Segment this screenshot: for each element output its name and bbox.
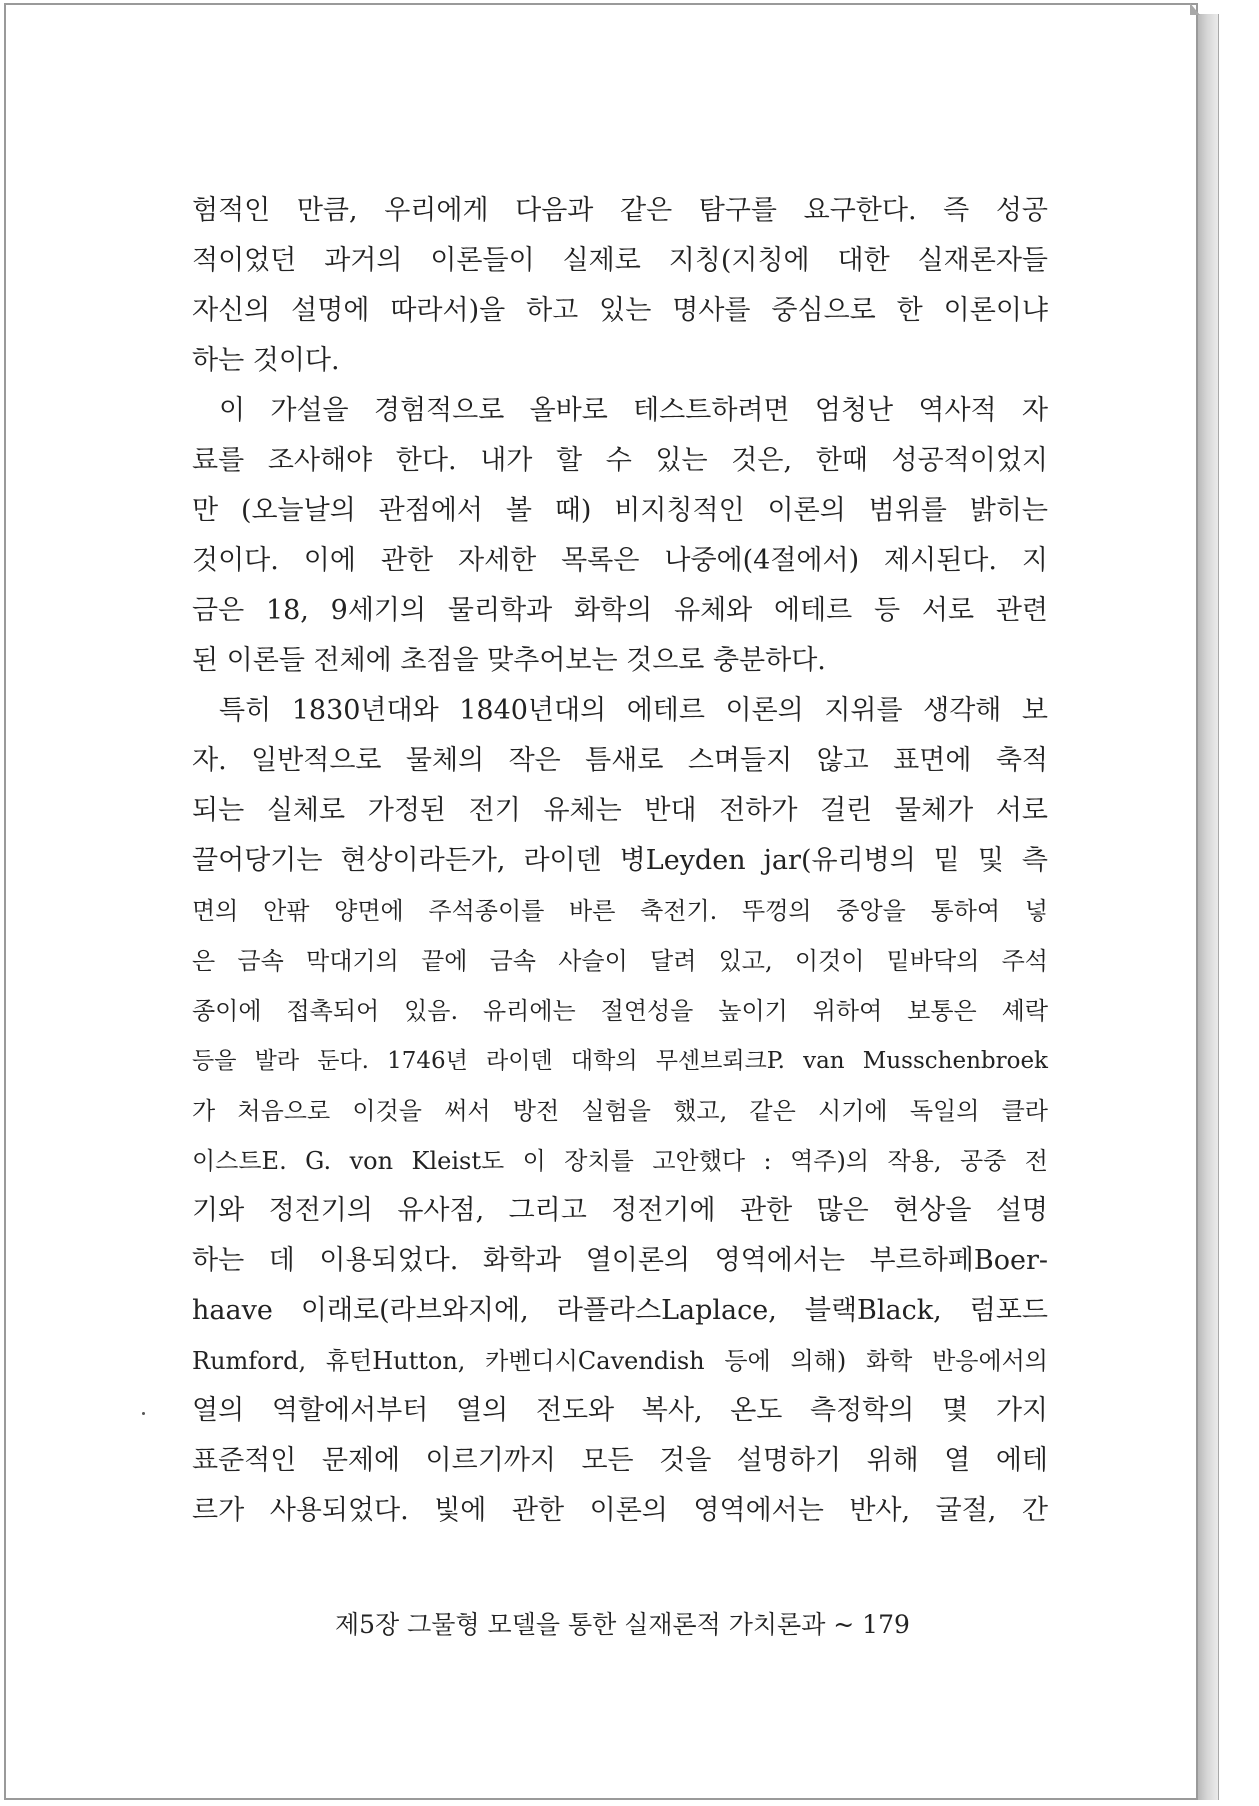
- text-line: 하는 것이다.: [192, 345, 340, 376]
- text-line: 이 가설을 경험적으로 올바로 테스트하려면 엄청난 역사적 자: [219, 395, 1048, 426]
- running-footer: 제5장 그물형 모델을 통한 실재론적 가치론과 ~ 179: [335, 1610, 910, 1639]
- scan-speck: [142, 1412, 145, 1415]
- text-line: 금은 18, 9세기의 물리학과 화학의 유체와 에테르 등 서로 관련: [192, 595, 1048, 626]
- text-line: 종이에 접촉되어 있음. 유리에는 절연성을 높이기 위하여 보통은 셰락: [192, 997, 1048, 1025]
- text-line: 자신의 설명에 따라서)을 하고 있는 명사를 중심으로 한 이론이냐: [192, 295, 1048, 326]
- text-line: 된 이론들 전체에 초점을 맞추어보는 것으로 충분하다.: [192, 645, 826, 676]
- text-line: haave 이래로(라브와지에, 라플라스Laplace, 블랙Black, 럼포드: [192, 1295, 1048, 1326]
- page-corner-fold: [1190, 3, 1200, 15]
- body-text: [192, 186, 1048, 1536]
- text-line: 표준적인 문제에 이르기까지 모든 것을 설명하기 위해 열 에테: [192, 1445, 1048, 1476]
- text-line: 가 처음으로 이것을 써서 방전 실험을 했고, 같은 시기에 독일의 클라: [192, 1097, 1048, 1125]
- text-line: 만 (오늘날의 관점에서 볼 때) 비지칭적인 이론의 범위를 밝히는: [192, 495, 1048, 526]
- text-line: 되는 실체로 가정된 전기 유체는 반대 전하가 걸린 물체가 서로: [192, 795, 1048, 826]
- text-line: 열의 역할에서부터 열의 전도와 복사, 온도 측정학의 몇 가지: [192, 1395, 1048, 1426]
- text-line: 은 금속 막대기의 끝에 금속 사슬이 달려 있고, 이것이 밑바닥의 주석: [192, 947, 1048, 975]
- text-line: Rumford, 휴턴Hutton, 카벤디시Cavendish 등에 의해) 화학 반응에서의: [192, 1347, 1048, 1375]
- text-line: 료를 조사해야 한다. 내가 할 수 있는 것은, 한때 성공적이었지: [192, 445, 1048, 476]
- text-line: 적이었던 과거의 이론들이 실제로 지칭(지칭에 대한 실재론자들: [192, 245, 1048, 276]
- text-line: 면의 안팎 양면에 주석종이를 바른 축전기. 뚜껑의 중앙을 통하여 넣: [192, 897, 1048, 925]
- text-line: 이스트E. G. von Kleist도 이 장치를 고안했다 : 역주)의 작용, 공중 전: [192, 1147, 1048, 1175]
- text-line: 하는 데 이용되었다. 화학과 열이론의 영역에서는 부르하페Boer-: [192, 1245, 1048, 1276]
- text-line: 등을 발라 둔다. 1746년 라이덴 대학의 무센브뢰크P. van Musschenbroek: [192, 1048, 1048, 1074]
- page-stack-edge: [1198, 14, 1219, 1800]
- text-line: 험적인 만큼, 우리에게 다음과 같은 탐구를 요구한다. 즉 성공: [192, 195, 1048, 226]
- text-line: 자. 일반적으로 물체의 작은 틈새로 스며들지 않고 표면에 축적: [192, 745, 1048, 776]
- text-line: 특히 1830년대와 1840년대의 에테르 이론의 지위를 생각해 보: [219, 695, 1048, 726]
- text-line: 르가 사용되었다. 빛에 관한 이론의 영역에서는 반사, 굴절, 간: [192, 1495, 1048, 1526]
- text-line: 것이다. 이에 관한 자세한 목록은 나중에(4절에서) 제시된다. 지: [192, 545, 1048, 576]
- text-line: 끌어당기는 현상이라든가, 라이덴 병Leyden jar(유리병의 밑 및 측: [192, 845, 1048, 876]
- text-line: 기와 정전기의 유사점, 그리고 정전기에 관한 많은 현상을 설명: [192, 1195, 1048, 1226]
